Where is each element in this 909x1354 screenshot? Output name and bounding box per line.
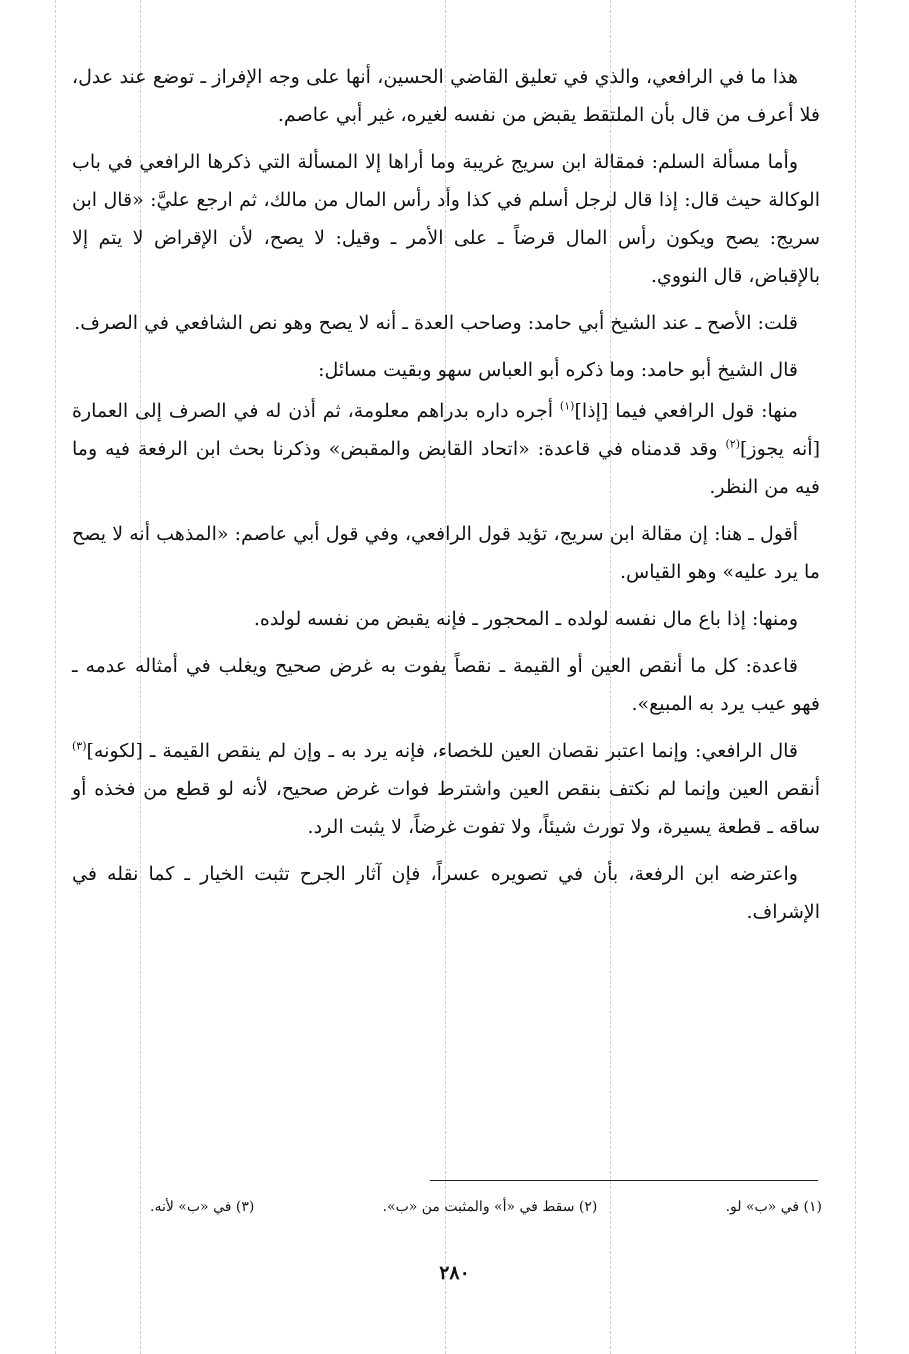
paragraph-9: [72, 732, 820, 846]
footnote-ref-2: (٢): [725, 437, 740, 451]
paragraph-1: هذا ما في الرافعي، والذي في تعليق القاضي الحسين، أنها على وجه الإفراز ـ توضع عند عدل، فلا أعرف من قال بأن الملتقط يقبض من نفسه لغيره، غير أبي عاصم.: [72, 66, 820, 126]
footnotes: [150, 1196, 822, 1218]
paragraph-9-part-a: قال الرافعي: وإنما اعتبر نقصان العين للخصاء، فإنه يرد به ـ وإن لم ينقص القيمة ـ [لكونه]: [86, 740, 798, 762]
paragraph-7: ومنها: إذا باع مال نفسه لولده ـ المحجور ـ فإنه يقبض من نفسه لولده.: [253, 608, 798, 630]
footnote-divider: [430, 1180, 818, 1181]
paragraph-8: قاعدة: كل ما أنقص العين أو القيمة ـ نقصاً يفوت به غرض صحيح ويغلب في أمثاله عدمه ـ فهو عيب يرد به المبيع».: [72, 655, 820, 715]
paragraph-5-part-c: وقد قدمناه في قاعدة: «اتحاد القابض والمقبض» وذكرنا بحث ابن الرفعة فيه وما فيه من النظر.: [72, 438, 820, 498]
footnote-2: (٢) سقط في «أ» والمثبت من «ب».: [382, 1199, 598, 1215]
footnote-ref-3: (٣): [72, 739, 87, 753]
main-text: [72, 58, 820, 940]
paragraph-5-part-a: منها: قول الرافعي فيما [إذا]: [574, 400, 798, 422]
page-number: ٢٨٠: [439, 1262, 470, 1284]
scan-guide-line: [855, 0, 856, 1354]
paragraph-10: واعترضه ابن الرفعة، بأن في تصويره عسراً، فإن آثار الجرح تثبت الخيار ـ كما نقله في الإشراف.: [72, 863, 820, 923]
paragraph-5-part-b: أجره داره بدراهم معلومة، ثم أذن له في الصرف إلى العمارة [أنه يجوز]: [72, 400, 820, 460]
scan-guide-line: [55, 0, 56, 1354]
footnote-ref-1: (١): [559, 399, 575, 413]
paragraph-3: قلت: الأصح ـ عند الشيخ أبي حامد: وصاحب العدة ـ أنه لا يصح وهو نص الشافعي في الصرف.: [74, 312, 798, 334]
paragraph-2: وأما مسألة السلم: فمقالة ابن سريج غريبة وما أراها إلا المسألة التي ذكرها الرافعي في باب الوكالة حيث قال: إذا قال لرجل أسلم في كذا وأد رأس المال من مالك، ثم ارجع عليَّ: «قال ابن سريج: يصح ويكون رأس المال قرضاً ـ على الأمر ـ وقيل: لا يصح، لأن الإقراض لا يتم إلا بالإقباض، قال النووي.: [72, 151, 820, 287]
paragraph-4: قال الشيخ أبو حامد: وما ذكره أبو العباس سهو وبقيت مسائل:: [318, 359, 798, 381]
paragraph-5: [72, 392, 820, 506]
paragraph-6: أقول ـ هنا: إن مقالة ابن سريج، تؤيد قول الرافعي، وفي قول أبي عاصم: «المذهب أنه لا يصح ما يرد عليه» وهو القياس.: [72, 523, 820, 583]
footnote-3: (٣) في «ب» لأنه.: [150, 1199, 255, 1215]
footnote-1: (١) في «ب» لو.: [725, 1199, 822, 1215]
paragraph-9-part-b: أنقص العين وإنما لم نكتف بنقص العين واشترط فوات غرض صحيح، لأنه لو قطع من فخذه أو ساقه ـ قطعة يسيرة، ولا تورث شيئاً، ولا تفوت غرضاً، لا يثبت الرد.: [72, 778, 820, 838]
